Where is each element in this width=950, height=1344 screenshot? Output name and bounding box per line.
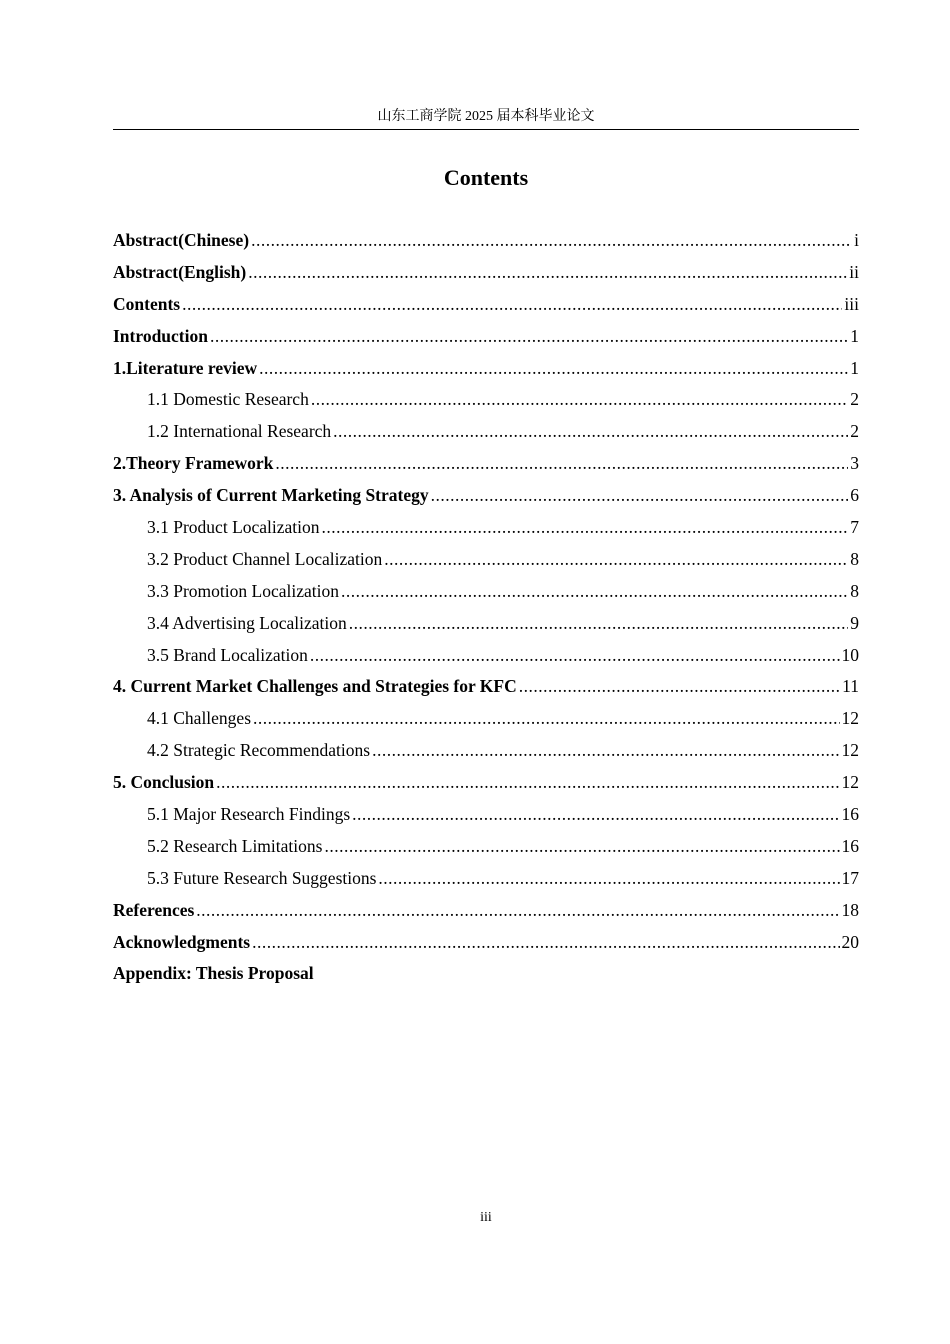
toc-entry-label: 2.Theory Framework xyxy=(113,453,274,474)
toc-entry-page-number: 18 xyxy=(841,899,859,920)
toc-entry-label: References xyxy=(113,899,195,920)
toc-entry[interactable] xyxy=(113,830,859,862)
page-number: iii xyxy=(480,1210,492,1225)
toc-entry[interactable] xyxy=(113,447,859,479)
toc-entry[interactable] xyxy=(113,575,859,607)
toc-entry-label: 4.1 Challenges xyxy=(147,708,252,729)
toc-entry[interactable] xyxy=(113,894,859,926)
toc-dot-leader xyxy=(196,899,839,921)
toc-entry-page-number: 2 xyxy=(850,389,859,410)
page-title: Contents xyxy=(443,165,529,190)
toc-entry-label: 3. Analysis of Current Marketing Strategy xyxy=(113,485,429,506)
toc-dot-leader xyxy=(310,644,840,666)
running-header xyxy=(113,107,859,130)
toc-entry[interactable] xyxy=(113,766,859,798)
toc-entry[interactable] xyxy=(113,415,859,447)
toc-entry-page-number: 7 xyxy=(850,516,859,537)
toc-entry-page-number: 8 xyxy=(850,580,859,601)
toc-entry[interactable] xyxy=(113,670,859,702)
toc-entry[interactable] xyxy=(113,957,859,989)
toc-entry-label: 1.Literature review xyxy=(113,357,258,378)
toc-entry[interactable] xyxy=(113,926,859,958)
toc-entry-page-number: 1 xyxy=(850,357,859,378)
toc-entry-page-number: 20 xyxy=(841,931,859,952)
toc-entry-page-number: 12 xyxy=(841,740,859,761)
toc-entry-page-number: 6 xyxy=(850,485,859,506)
toc-entry-page-number: 3 xyxy=(850,453,859,474)
toc-entry-label: 3.1 Product Localization xyxy=(147,516,320,537)
toc-entry[interactable] xyxy=(113,511,859,543)
toc-entry-label: 3.4 Advertising Localization xyxy=(147,612,347,633)
toc-entry-page-number: 1 xyxy=(850,325,859,346)
toc-entry[interactable] xyxy=(113,479,859,511)
toc-entry-label: 3.2 Product Channel Localization xyxy=(147,548,383,569)
toc-dot-leader xyxy=(378,867,839,889)
toc-dot-leader xyxy=(311,388,848,410)
toc-entry-label: Acknowledgments xyxy=(113,931,251,952)
toc-entry-page-number: 12 xyxy=(841,708,859,729)
toc-entry-label: 1.2 International Research xyxy=(147,421,332,442)
toc-entry-label: 5.1 Major Research Findings xyxy=(147,803,351,824)
toc-entry-label: 4. Current Market Challenges and Strategies for KFC xyxy=(113,676,517,697)
toc-entry-page-number: 11 xyxy=(842,676,859,697)
toc-entry[interactable] xyxy=(113,256,859,288)
toc-entry[interactable] xyxy=(113,702,859,734)
toc-entry[interactable] xyxy=(113,224,859,256)
toc-entry-label: Appendix: Thesis Proposal xyxy=(113,963,314,984)
toc-dot-leader xyxy=(182,293,842,315)
toc-dot-leader xyxy=(333,420,848,442)
toc-dot-leader xyxy=(352,803,839,825)
toc-dot-leader xyxy=(251,229,852,251)
toc-dot-leader xyxy=(248,261,847,283)
toc-entry-label: Contents xyxy=(113,293,181,314)
toc-entry-label: 5.2 Research Limitations xyxy=(147,835,323,856)
toc-entry-page-number: ii xyxy=(849,261,859,282)
toc-entry-label: Introduction xyxy=(113,325,208,346)
toc-dot-leader xyxy=(216,771,839,793)
toc-entry-page-number: 16 xyxy=(841,803,859,824)
toc-dot-leader xyxy=(431,484,849,506)
toc-dot-leader xyxy=(384,548,848,570)
toc-entry-label: 1.1 Domestic Research xyxy=(147,389,309,410)
toc-entry-page-number: 2 xyxy=(850,421,859,442)
toc-entry[interactable] xyxy=(113,352,859,384)
toc-entry[interactable] xyxy=(113,543,859,575)
toc-entry-page-number: 16 xyxy=(841,835,859,856)
toc-dot-leader xyxy=(259,357,848,379)
toc-entry[interactable] xyxy=(113,383,859,415)
toc-entry-page-number: 8 xyxy=(850,548,859,569)
toc-dot-leader xyxy=(341,580,848,602)
toc-entry-label: 5. Conclusion xyxy=(113,772,215,793)
toc-entry-label: Abstract(Chinese) xyxy=(113,229,250,250)
toc-entry-page-number: 10 xyxy=(841,644,859,665)
toc-entry-page-number: i xyxy=(854,229,859,250)
toc-entry[interactable] xyxy=(113,734,859,766)
toc-dot-leader xyxy=(519,675,840,697)
toc-entry-label: Abstract(English) xyxy=(113,261,247,282)
toc-entry-label: 4.2 Strategic Recommendations xyxy=(147,740,371,761)
toc-entry[interactable] xyxy=(113,798,859,830)
running-header-text: 山东工商学院 2025 届本科毕业论文 xyxy=(377,109,595,124)
toc-dot-leader xyxy=(252,931,839,953)
toc-entry[interactable] xyxy=(113,639,859,671)
toc-dot-leader xyxy=(324,835,839,857)
toc-entry[interactable] xyxy=(113,320,859,352)
toc-entry-page-number: 12 xyxy=(841,772,859,793)
toc-entry-page-number: iii xyxy=(844,293,859,314)
toc-dot-leader xyxy=(253,707,839,729)
toc-dot-leader xyxy=(322,516,849,538)
toc-entry-label: 3.3 Promotion Localization xyxy=(147,580,339,601)
toc-dot-leader xyxy=(275,452,848,474)
toc-entry-label: 3.5 Brand Localization xyxy=(147,644,308,665)
table-of-contents xyxy=(113,224,859,989)
toc-entry[interactable] xyxy=(113,288,859,320)
toc-entry[interactable] xyxy=(113,862,859,894)
toc-dot-leader xyxy=(349,612,849,634)
toc-entry-label: 5.3 Future Research Suggestions xyxy=(147,867,377,888)
toc-entry-page-number: 17 xyxy=(841,867,859,888)
toc-dot-leader xyxy=(210,325,848,347)
toc-dot-leader xyxy=(372,739,839,761)
toc-entry[interactable] xyxy=(113,607,859,639)
toc-entry-page-number: 9 xyxy=(850,612,859,633)
